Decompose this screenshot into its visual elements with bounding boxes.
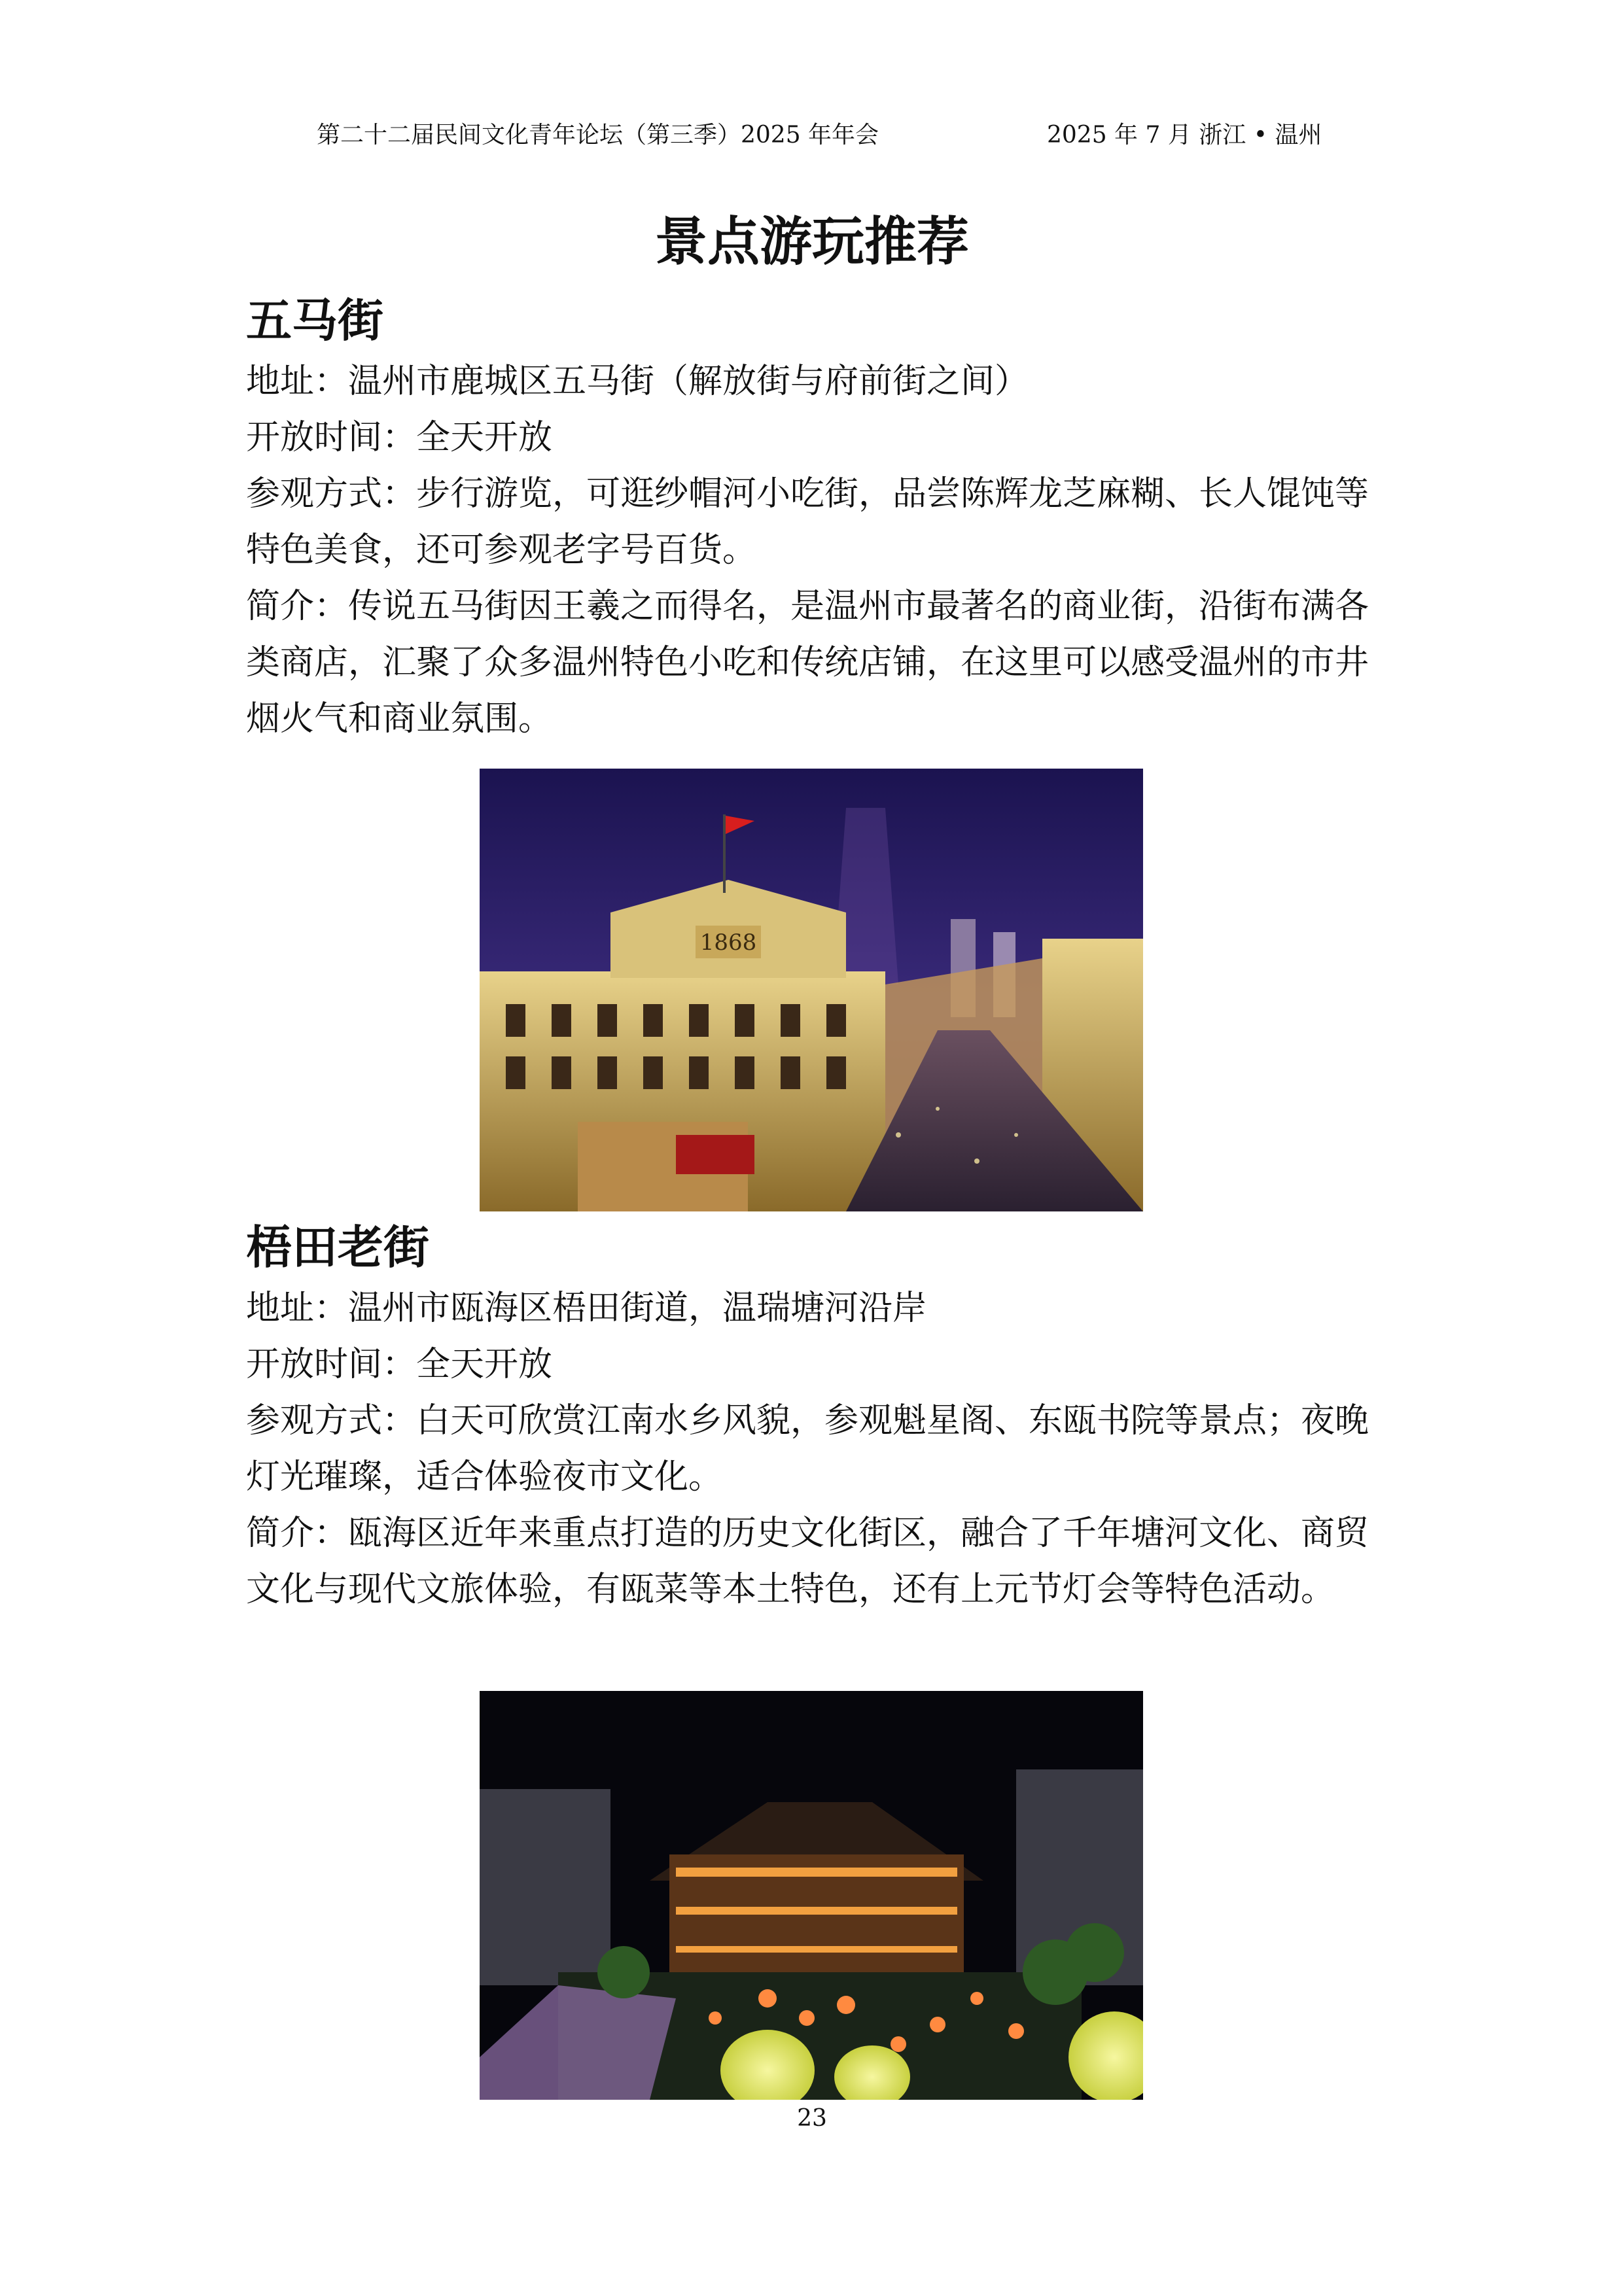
attraction-visit-method: 参观方式：白天可欣赏江南水乡风貌，参观魁星阁、东瓯书院等景点；夜晚灯光璀璨，适合体验夜市文化。 [246, 1401, 1369, 1497]
wumajie-night-photo [480, 769, 1143, 1211]
attraction-intro: 简介：瓯海区近年来重点打造的历史文化街区，融合了千年塘河文化、商贸文化与现代文旅体验，有瓯菜等本土特色，还有上元节灯会等特色活动。 [246, 1514, 1369, 1609]
attraction-hours: 开放时间：全天开放 [246, 1345, 553, 1384]
attraction-address: 地址：温州市瓯海区梧田街道，温瑞塘河沿岸 [246, 1289, 927, 1328]
page-title: 景点游玩推荐 [655, 211, 969, 272]
attraction-address: 地址：温州市鹿城区五马街（解放街与府前街之间） [246, 362, 1029, 401]
attraction-hours: 开放时间：全天开放 [246, 418, 553, 457]
header-date-location: 2025 年 7 月 浙江 • 温州 [1047, 122, 1322, 148]
page-header [0, 116, 1624, 153]
page-number: 23 [797, 2105, 827, 2132]
header-conference-title: 第二十二届民间文化青年论坛（第三季）2025 年年会 [317, 122, 879, 148]
attraction-intro: 简介：传说五马街因王羲之而得名，是温州市最著名的商业街，沿街布满各类商店，汇聚了众多温州特色小吃和传统店铺，在这里可以感受温州的市井烟火气和商业氛围。 [246, 587, 1369, 739]
attraction-title: 梧田老街 [246, 1221, 429, 1274]
wutianlaojie-night-photo [480, 1691, 1143, 2100]
attraction-title: 五马街 [246, 294, 383, 347]
attraction-visit-method: 参观方式：步行游览，可逛纱帽河小吃街，品尝陈辉龙芝麻糊、长人馄饨等特色美食，还可参观老字号百货。 [246, 474, 1369, 570]
attraction-section-wumajie [246, 288, 1385, 747]
building-sign-1868: 1868 [699, 930, 757, 956]
attraction-section-wutianlaojie [246, 1215, 1385, 1618]
